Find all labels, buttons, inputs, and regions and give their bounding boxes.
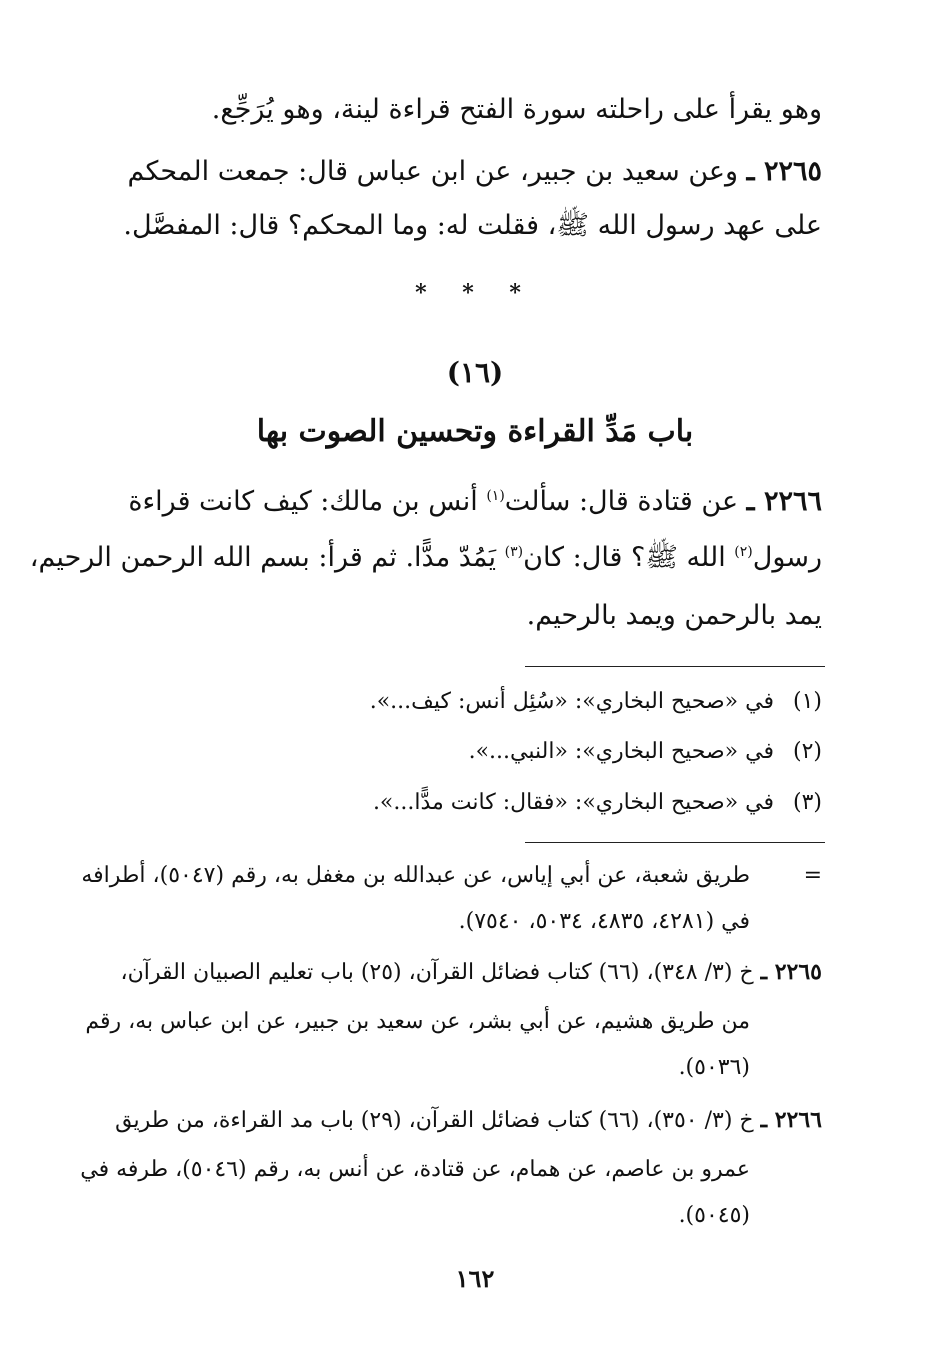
hadith-2265-line-1: ٢٢٦٥ ـ وعن سعيد بن جبير، عن ابن عباس قال: جمعت المحكم xyxy=(127,156,822,187)
hadith-2265-line-2: على عهد رسول الله ﷺ، فقلت له: وما المحكم؟ قال: المفصَّل. xyxy=(123,210,822,241)
text-line: وهو يقرأ على راحلته سورة الفتح قراءة لينة، وهو يُرَجِّع. xyxy=(211,94,822,125)
footnote-text: في «صحيح البخاري»: «النبي...». xyxy=(468,739,774,764)
source-number: ٢٢٦٥ ـ xyxy=(760,959,822,985)
footnote-ref: (١) xyxy=(486,488,505,504)
footnote-number: (١) xyxy=(792,689,822,714)
footnote-number: (٢) xyxy=(792,739,822,764)
footnote-number: (٣) xyxy=(792,790,822,815)
source-line: (٥٠٤٥). xyxy=(678,1203,750,1228)
hadith-number: ٢٢٦٦ ـ xyxy=(746,486,822,517)
source-continuation-marker: = xyxy=(803,863,822,888)
hadith-2266-line-2: رسول$^{(٢)}$ الله ﷺ؟ قال: كان$^{(٣)}$ يَمُدّ مدًّا. ثم قرأ: بسم الله الرحمن الرحيم، xyxy=(29,542,822,573)
source-line: من طريق هشيم، عن أبي بشر، عن سعيد بن جبير، عن ابن عباس به، رقم xyxy=(85,1009,750,1034)
section-separator: * * * xyxy=(415,280,535,306)
footnote-text: في «صحيح البخاري»: «سُئِل أنس: كيف...». xyxy=(369,689,774,714)
footnote xyxy=(373,787,822,819)
chapter-title: باب مَدِّ القراءة وتحسين الصوت بها xyxy=(256,414,694,449)
source-line: في (٤٢٨١، ٤٨٣٥، ٥٠٣٤، ٧٥٤٠). xyxy=(458,909,750,934)
hadith-2266-line-3: يمد بالرحمن ويمد بالرحيم. xyxy=(526,600,822,631)
footnote-ref: (٢) xyxy=(734,544,753,560)
footnote-ref: (٣) xyxy=(504,544,524,560)
source-line: طريق شعبة، عن أبي إياس، عن عبدالله بن مغفل به، رقم (٥٠٤٧)، أطرافه xyxy=(81,863,750,888)
source-line: (٥٠٣٦). xyxy=(678,1055,750,1080)
sources-divider xyxy=(525,842,825,843)
source-entry-2265: ٢٢٦٥ ـ خ (٣/ ٣٤٨)، (٦٦) كتاب فضائل القرآن، (٢٥) باب تعليم الصبيان القرآن، xyxy=(120,959,822,985)
source-entry-2266: ٢٢٦٦ ـ خ (٣/ ٣٥٠)، (٦٦) كتاب فضائل القرآن، (٢٩) باب مد القراءة، من طريق xyxy=(115,1107,822,1133)
source-number: ٢٢٦٦ ـ xyxy=(760,1107,822,1133)
footnote-text: في «صحيح البخاري»: «فقال: كانت مدًّا...». xyxy=(372,790,774,815)
page-number: ١٦٢ xyxy=(455,1264,495,1293)
source-line: عمرو بن عاصم، عن همام، عن قتادة، عن أنس به، رقم (٥٠٤٦)، طرفه في xyxy=(80,1157,750,1182)
hadith-number: ٢٢٦٥ ـ xyxy=(746,156,822,187)
footnote xyxy=(469,736,822,768)
chapter-number: (١٦) xyxy=(446,356,504,389)
footnote-divider xyxy=(525,666,825,667)
hadith-2266-line-1: ٢٢٦٦ ـ عن قتادة قال: سألت$^{(١)}$ أنس بن مالك: كيف كانت قراءة xyxy=(128,486,822,517)
footnote xyxy=(370,686,822,718)
